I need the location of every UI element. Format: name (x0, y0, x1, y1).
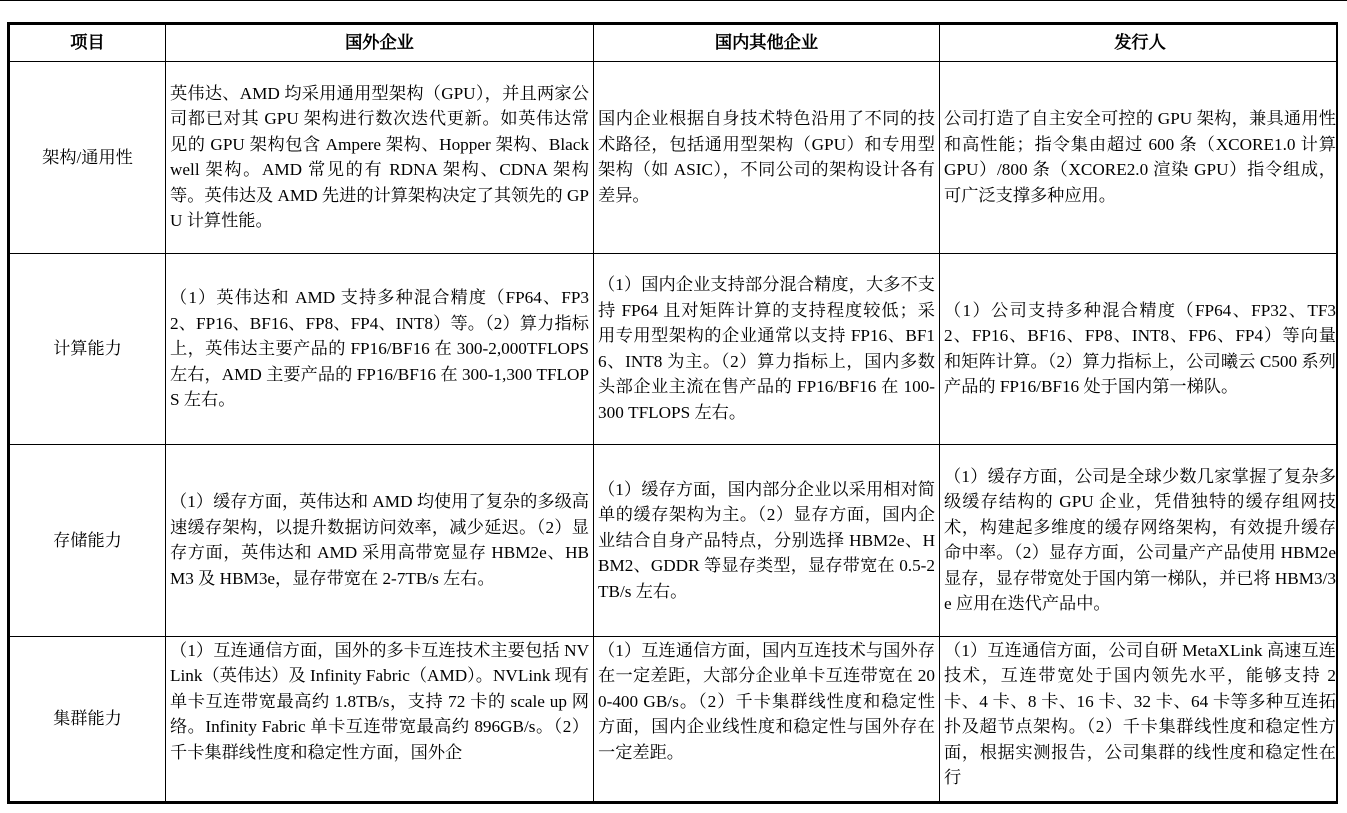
table-row (10, 253, 1339, 445)
cell-domestic: 国内企业根据自身技术特色沿用了不同的技术路径，包括通用型架构（GPU）和专用型架构（如 ASIC），不同公司的架构设计各有差异。 (594, 62, 940, 254)
header-domestic: 国内其他企业 (594, 25, 940, 62)
header-item: 项目 (10, 25, 166, 62)
row-category: 集群能力 (10, 636, 166, 801)
row-category: 架构/通用性 (10, 62, 166, 254)
header-issuer: 发行人 (940, 25, 1339, 62)
table-row (10, 62, 1339, 254)
comparison-table (9, 24, 1338, 802)
cell-domestic: （1）国内企业支持部分混合精度，大多不支持 FP64 且对矩阵计算的支持程度较低；采用专用型架构的企业通常以支持 FP16、BF16、INT8 为主。（2）算力指标上，国内多数头部企业主流在售产品的 FP16/BF16 在 100-300 TFLOPS 左右。 (594, 253, 940, 445)
comparison-table-container (7, 22, 1338, 804)
cell-issuer: （1）缓存方面，公司是全球少数几家掌握了复杂多级缓存结构的 GPU 企业，凭借独特的缓存组网技术，构建起多维度的缓存网络架构，有效提升缓存命中率。（2）显存方面，公司量产产品使用 HBM2e 显存，显存带宽处于国内第一梯队，并已将 HBM3/3e 应用在迭代产品中。 (940, 445, 1339, 637)
cell-domestic: （1）缓存方面，国内部分企业以采用相对简单的缓存架构为主。（2）显存方面，国内企业结合自身产品特点，分别选择 HBM2e、HBM2、GDDR 等显存类型，显存带宽在 0.5-2 TB/s 左右。 (594, 445, 940, 637)
table-row (10, 636, 1339, 801)
cell-foreign: （1）互连通信方面，国外的多卡互连技术主要包括 NVLink（英伟达）及 Infinity Fabric（AMD）。NVLink 现有单卡互连带宽最高约 1.8TB/s，支持 72 卡的 scale up 网络。Infinity Fabric 单卡互连带宽最高约 896GB/s。（2）千卡集群线性度和稳定性方面，国外企 (166, 636, 594, 801)
cell-foreign: 英伟达、AMD 均采用通用型架构（GPU），并且两家公司都已对其 GPU 架构进行数次迭代更新。如英伟达常见的 GPU 架构包含 Ampere 架构、Hopper 架构、Blackwell 架构。AMD 常见的有 RDNA 架构、CDNA 架构等。英伟达及 AMD 先进的计算架构决定了其领先的 GPU 计算性能。 (166, 62, 594, 254)
row-category: 存储能力 (10, 445, 166, 637)
cell-issuer: 公司打造了自主安全可控的 GPU 架构，兼具通用性和高性能；指令集由超过 600 条（XCORE1.0 计算 GPU）/800 条（XCORE2.0 渲染 GPU）指令组成，可广泛支撑多种应用。 (940, 62, 1339, 254)
cell-foreign: （1）英伟达和 AMD 支持多种混合精度（FP64、FP32、FP16、BF16、FP8、FP4、INT8）等。（2）算力指标上，英伟达主要产品的 FP16/BF16 在 300-2,000TFLOPS 左右，AMD 主要产品的 FP16/BF16 在 300-1,300 TFLOPS 左右。 (166, 253, 594, 445)
cell-issuer: （1）互连通信方面，公司自研 MetaXLink 高速互连技术，互连带宽处于国内领先水平，能够支持 2 卡、4 卡、8 卡、16 卡、32 卡、64 卡等多种互连拓扑及超节点架构。（2）千卡集群线性度和稳定性方面，根据实测报告，公司集群的线性度和稳定性在行 (940, 636, 1339, 801)
top-rule (0, 0, 1347, 5)
cell-domestic: （1）互连通信方面，国内互连技术与国外存在一定差距，大部分企业单卡互连带宽在 200-400 GB/s。（2）千卡集群线性度和稳定性方面，国内企业线性度和稳定性与国外存在一定差距。 (594, 636, 940, 801)
cell-foreign: （1）缓存方面，英伟达和 AMD 均使用了复杂的多级高速缓存架构，以提升数据访问效率，减少延迟。（2）显存方面，英伟达和 AMD 采用高带宽显存 HBM2e、HBM3 及 HBM3e，显存带宽在 2-7TB/s 左右。 (166, 445, 594, 637)
header-row (10, 25, 1339, 62)
cell-issuer: （1）公司支持多种混合精度（FP64、FP32、TF32、FP16、BF16、FP8、INT8、FP6、FP4）等向量和矩阵计算。（2）算力指标上，公司曦云 C500 系列产品的 FP16/BF16 处于国内第一梯队。 (940, 253, 1339, 445)
table-row (10, 445, 1339, 637)
row-category: 计算能力 (10, 253, 166, 445)
header-foreign: 国外企业 (166, 25, 594, 62)
